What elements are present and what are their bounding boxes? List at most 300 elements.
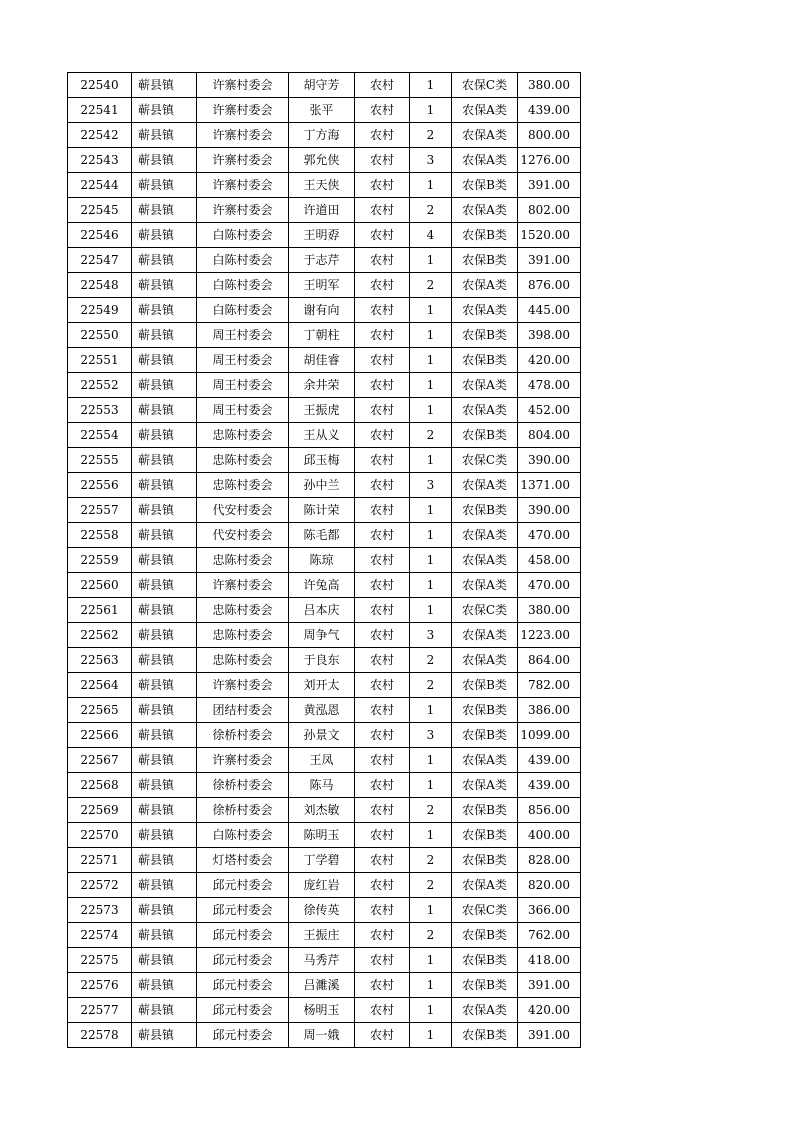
record-id-cell: 22569	[68, 798, 132, 823]
amount-cell: 420.00	[518, 348, 581, 373]
member-count-cell: 1	[410, 948, 452, 973]
town-cell: 蕲县镇	[132, 598, 197, 623]
insurance-class-cell: 农保B类	[452, 798, 518, 823]
household-type-cell: 农村	[355, 173, 410, 198]
table-row	[68, 823, 581, 848]
person-name-cell: 王从义	[289, 423, 355, 448]
person-name-cell: 胡守芳	[289, 73, 355, 98]
person-name-cell: 杨明玉	[289, 998, 355, 1023]
table-row	[68, 523, 581, 548]
village-committee-cell: 许寨村委会	[197, 73, 289, 98]
insurance-class-cell: 农保A类	[452, 573, 518, 598]
person-name-cell: 吕濉溪	[289, 973, 355, 998]
member-count-cell: 1	[410, 698, 452, 723]
village-committee-cell: 许寨村委会	[197, 98, 289, 123]
village-committee-cell: 徐桥村委会	[197, 723, 289, 748]
household-type-cell: 农村	[355, 648, 410, 673]
village-committee-cell: 邱元村委会	[197, 973, 289, 998]
person-name-cell: 陈琼	[289, 548, 355, 573]
town-cell: 蕲县镇	[132, 198, 197, 223]
village-committee-cell: 邱元村委会	[197, 998, 289, 1023]
town-cell: 蕲县镇	[132, 823, 197, 848]
person-name-cell: 丁方海	[289, 123, 355, 148]
town-cell: 蕲县镇	[132, 323, 197, 348]
village-committee-cell: 白陈村委会	[197, 823, 289, 848]
person-name-cell: 刘杰敏	[289, 798, 355, 823]
record-id-cell: 22552	[68, 373, 132, 398]
table-row	[68, 998, 581, 1023]
person-name-cell: 胡佳睿	[289, 348, 355, 373]
amount-cell: 802.00	[518, 198, 581, 223]
person-name-cell: 邱玉梅	[289, 448, 355, 473]
amount-cell: 820.00	[518, 873, 581, 898]
member-count-cell: 2	[410, 273, 452, 298]
household-type-cell: 农村	[355, 523, 410, 548]
member-count-cell: 1	[410, 898, 452, 923]
person-name-cell: 郭允侠	[289, 148, 355, 173]
person-name-cell: 王明军	[289, 273, 355, 298]
insurance-class-cell: 农保A类	[452, 748, 518, 773]
member-count-cell: 2	[410, 123, 452, 148]
table-row	[68, 273, 581, 298]
town-cell: 蕲县镇	[132, 448, 197, 473]
town-cell: 蕲县镇	[132, 473, 197, 498]
amount-cell: 1099.00	[518, 723, 581, 748]
household-type-cell: 农村	[355, 948, 410, 973]
village-committee-cell: 许寨村委会	[197, 573, 289, 598]
member-count-cell: 2	[410, 648, 452, 673]
insurance-class-cell: 农保B类	[452, 948, 518, 973]
household-type-cell: 农村	[355, 223, 410, 248]
town-cell: 蕲县镇	[132, 73, 197, 98]
village-committee-cell: 忠陈村委会	[197, 448, 289, 473]
insurance-class-cell: 农保C类	[452, 448, 518, 473]
record-id-cell: 22543	[68, 148, 132, 173]
table-row	[68, 198, 581, 223]
table-row	[68, 898, 581, 923]
member-count-cell: 1	[410, 523, 452, 548]
town-cell: 蕲县镇	[132, 423, 197, 448]
village-committee-cell: 许寨村委会	[197, 123, 289, 148]
amount-cell: 864.00	[518, 648, 581, 673]
record-id-cell: 22550	[68, 323, 132, 348]
village-committee-cell: 邱元村委会	[197, 898, 289, 923]
person-name-cell: 刘开太	[289, 673, 355, 698]
record-id-cell: 22558	[68, 523, 132, 548]
record-id-cell: 22545	[68, 198, 132, 223]
insurance-class-cell: 农保B类	[452, 973, 518, 998]
village-committee-cell: 邱元村委会	[197, 923, 289, 948]
member-count-cell: 1	[410, 73, 452, 98]
amount-cell: 470.00	[518, 573, 581, 598]
insurance-class-cell: 农保B类	[452, 923, 518, 948]
member-count-cell: 1	[410, 98, 452, 123]
person-name-cell: 孙景文	[289, 723, 355, 748]
table-row	[68, 73, 581, 98]
table-row	[68, 698, 581, 723]
village-committee-cell: 白陈村委会	[197, 248, 289, 273]
amount-cell: 390.00	[518, 448, 581, 473]
table-row	[68, 498, 581, 523]
record-id-cell: 22563	[68, 648, 132, 673]
table-row	[68, 573, 581, 598]
member-count-cell: 3	[410, 623, 452, 648]
person-name-cell: 王明孬	[289, 223, 355, 248]
person-name-cell: 周争气	[289, 623, 355, 648]
table-row	[68, 373, 581, 398]
village-committee-cell: 徐桥村委会	[197, 798, 289, 823]
person-name-cell: 王振虎	[289, 398, 355, 423]
insurance-class-cell: 农保B类	[452, 673, 518, 698]
town-cell: 蕲县镇	[132, 373, 197, 398]
household-type-cell: 农村	[355, 248, 410, 273]
amount-cell: 804.00	[518, 423, 581, 448]
amount-cell: 400.00	[518, 823, 581, 848]
record-id-cell: 22561	[68, 598, 132, 623]
town-cell: 蕲县镇	[132, 723, 197, 748]
household-type-cell: 农村	[355, 848, 410, 873]
person-name-cell: 于志芹	[289, 248, 355, 273]
table-row	[68, 123, 581, 148]
record-id-cell: 22551	[68, 348, 132, 373]
table-row	[68, 1023, 581, 1048]
amount-cell: 762.00	[518, 923, 581, 948]
insurance-class-cell: 农保A类	[452, 873, 518, 898]
record-id-cell: 22562	[68, 623, 132, 648]
member-count-cell: 1	[410, 998, 452, 1023]
village-committee-cell: 团结村委会	[197, 698, 289, 723]
household-type-cell: 农村	[355, 273, 410, 298]
table-body	[68, 73, 581, 1048]
village-committee-cell: 周王村委会	[197, 373, 289, 398]
town-cell: 蕲县镇	[132, 298, 197, 323]
amount-cell: 876.00	[518, 273, 581, 298]
household-type-cell: 农村	[355, 373, 410, 398]
village-committee-cell: 许寨村委会	[197, 673, 289, 698]
amount-cell: 452.00	[518, 398, 581, 423]
record-id-cell: 22568	[68, 773, 132, 798]
household-type-cell: 农村	[355, 298, 410, 323]
member-count-cell: 2	[410, 923, 452, 948]
record-id-cell: 22576	[68, 973, 132, 998]
table-row	[68, 723, 581, 748]
person-name-cell: 陈计荣	[289, 498, 355, 523]
record-id-cell: 22559	[68, 548, 132, 573]
town-cell: 蕲县镇	[132, 223, 197, 248]
record-id-cell: 22540	[68, 73, 132, 98]
insurance-class-cell: 农保C类	[452, 73, 518, 98]
amount-cell: 366.00	[518, 898, 581, 923]
person-name-cell: 张平	[289, 98, 355, 123]
member-count-cell: 1	[410, 298, 452, 323]
village-committee-cell: 邱元村委会	[197, 873, 289, 898]
table-row	[68, 748, 581, 773]
person-name-cell: 陈马	[289, 773, 355, 798]
insurance-class-cell: 农保B类	[452, 823, 518, 848]
insurance-class-cell: 农保A类	[452, 123, 518, 148]
town-cell: 蕲县镇	[132, 123, 197, 148]
record-id-cell: 22557	[68, 498, 132, 523]
insurance-class-cell: 农保A类	[452, 548, 518, 573]
town-cell: 蕲县镇	[132, 498, 197, 523]
table-row	[68, 348, 581, 373]
insurance-class-cell: 农保A类	[452, 98, 518, 123]
record-id-cell: 22565	[68, 698, 132, 723]
member-count-cell: 2	[410, 798, 452, 823]
table-row	[68, 98, 581, 123]
person-name-cell: 孙中兰	[289, 473, 355, 498]
amount-cell: 391.00	[518, 173, 581, 198]
town-cell: 蕲县镇	[132, 898, 197, 923]
member-count-cell: 3	[410, 723, 452, 748]
member-count-cell: 1	[410, 548, 452, 573]
household-type-cell: 农村	[355, 898, 410, 923]
insurance-class-cell: 农保A类	[452, 523, 518, 548]
member-count-cell: 1	[410, 373, 452, 398]
insurance-class-cell: 农保C类	[452, 898, 518, 923]
town-cell: 蕲县镇	[132, 173, 197, 198]
household-type-cell: 农村	[355, 123, 410, 148]
member-count-cell: 3	[410, 148, 452, 173]
table-row	[68, 948, 581, 973]
record-id-cell: 22572	[68, 873, 132, 898]
table-row	[68, 673, 581, 698]
amount-cell: 458.00	[518, 548, 581, 573]
member-count-cell: 1	[410, 323, 452, 348]
town-cell: 蕲县镇	[132, 698, 197, 723]
town-cell: 蕲县镇	[132, 973, 197, 998]
amount-cell: 391.00	[518, 973, 581, 998]
insurance-class-cell: 农保B类	[452, 248, 518, 273]
member-count-cell: 2	[410, 873, 452, 898]
village-committee-cell: 许寨村委会	[197, 198, 289, 223]
table-row	[68, 323, 581, 348]
table-row	[68, 848, 581, 873]
household-type-cell: 农村	[355, 623, 410, 648]
amount-cell: 828.00	[518, 848, 581, 873]
person-name-cell: 丁朝柱	[289, 323, 355, 348]
village-committee-cell: 周王村委会	[197, 348, 289, 373]
town-cell: 蕲县镇	[132, 648, 197, 673]
person-name-cell: 吕本庆	[289, 598, 355, 623]
table-row	[68, 648, 581, 673]
amount-cell: 398.00	[518, 323, 581, 348]
insurance-class-cell: 农保B类	[452, 223, 518, 248]
table-row	[68, 973, 581, 998]
table-row	[68, 773, 581, 798]
record-id-cell: 22546	[68, 223, 132, 248]
record-id-cell: 22578	[68, 1023, 132, 1048]
village-committee-cell: 许寨村委会	[197, 748, 289, 773]
amount-cell: 390.00	[518, 498, 581, 523]
household-type-cell: 农村	[355, 698, 410, 723]
village-committee-cell: 忠陈村委会	[197, 623, 289, 648]
amount-cell: 1223.00	[518, 623, 581, 648]
insurance-class-cell: 农保B类	[452, 723, 518, 748]
town-cell: 蕲县镇	[132, 273, 197, 298]
member-count-cell: 2	[410, 673, 452, 698]
household-type-cell: 农村	[355, 998, 410, 1023]
household-type-cell: 农村	[355, 823, 410, 848]
amount-cell: 439.00	[518, 748, 581, 773]
person-name-cell: 许道田	[289, 198, 355, 223]
record-id-cell: 22567	[68, 748, 132, 773]
table-row	[68, 873, 581, 898]
household-type-cell: 农村	[355, 873, 410, 898]
household-type-cell: 农村	[355, 498, 410, 523]
amount-cell: 856.00	[518, 798, 581, 823]
member-count-cell: 1	[410, 1023, 452, 1048]
record-id-cell: 22542	[68, 123, 132, 148]
record-id-cell: 22573	[68, 898, 132, 923]
village-committee-cell: 白陈村委会	[197, 273, 289, 298]
household-type-cell: 农村	[355, 573, 410, 598]
town-cell: 蕲县镇	[132, 148, 197, 173]
table-row	[68, 623, 581, 648]
amount-cell: 391.00	[518, 1023, 581, 1048]
village-committee-cell: 忠陈村委会	[197, 598, 289, 623]
insurance-class-cell: 农保A类	[452, 473, 518, 498]
person-name-cell: 王凤	[289, 748, 355, 773]
town-cell: 蕲县镇	[132, 798, 197, 823]
household-type-cell: 农村	[355, 398, 410, 423]
amount-cell: 420.00	[518, 998, 581, 1023]
insurance-class-cell: 农保A类	[452, 148, 518, 173]
village-committee-cell: 忠陈村委会	[197, 648, 289, 673]
member-count-cell: 1	[410, 173, 452, 198]
amount-cell: 380.00	[518, 598, 581, 623]
town-cell: 蕲县镇	[132, 773, 197, 798]
amount-cell: 445.00	[518, 298, 581, 323]
table-row	[68, 448, 581, 473]
member-count-cell: 1	[410, 448, 452, 473]
household-type-cell: 农村	[355, 348, 410, 373]
person-name-cell: 余井荣	[289, 373, 355, 398]
person-name-cell: 马秀芹	[289, 948, 355, 973]
table-row	[68, 548, 581, 573]
amount-cell: 439.00	[518, 98, 581, 123]
record-id-cell: 22560	[68, 573, 132, 598]
table-row	[68, 423, 581, 448]
village-committee-cell: 邱元村委会	[197, 948, 289, 973]
household-type-cell: 农村	[355, 723, 410, 748]
town-cell: 蕲县镇	[132, 948, 197, 973]
member-count-cell: 1	[410, 598, 452, 623]
village-committee-cell: 代安村委会	[197, 498, 289, 523]
member-count-cell: 1	[410, 973, 452, 998]
record-id-cell: 22549	[68, 298, 132, 323]
member-count-cell: 2	[410, 423, 452, 448]
household-type-cell: 农村	[355, 198, 410, 223]
insurance-class-cell: 农保A类	[452, 773, 518, 798]
household-type-cell: 农村	[355, 73, 410, 98]
record-id-cell: 22541	[68, 98, 132, 123]
village-committee-cell: 徐桥村委会	[197, 773, 289, 798]
insurance-class-cell: 农保B类	[452, 498, 518, 523]
village-committee-cell: 周王村委会	[197, 323, 289, 348]
record-id-cell: 22566	[68, 723, 132, 748]
household-type-cell: 农村	[355, 598, 410, 623]
member-count-cell: 4	[410, 223, 452, 248]
village-committee-cell: 周王村委会	[197, 398, 289, 423]
amount-cell: 386.00	[518, 698, 581, 723]
town-cell: 蕲县镇	[132, 873, 197, 898]
insurance-class-cell: 农保B类	[452, 348, 518, 373]
amount-cell: 470.00	[518, 523, 581, 548]
insurance-class-cell: 农保B类	[452, 698, 518, 723]
household-type-cell: 农村	[355, 423, 410, 448]
person-name-cell: 黄泓恩	[289, 698, 355, 723]
table-row	[68, 923, 581, 948]
member-count-cell: 1	[410, 748, 452, 773]
person-name-cell: 周一娥	[289, 1023, 355, 1048]
member-count-cell: 1	[410, 398, 452, 423]
person-name-cell: 陈毛都	[289, 523, 355, 548]
household-type-cell: 农村	[355, 748, 410, 773]
village-committee-cell: 灯塔村委会	[197, 848, 289, 873]
amount-cell: 800.00	[518, 123, 581, 148]
household-type-cell: 农村	[355, 673, 410, 698]
amount-cell: 1520.00	[518, 223, 581, 248]
record-id-cell: 22547	[68, 248, 132, 273]
household-type-cell: 农村	[355, 323, 410, 348]
insurance-class-cell: 农保B类	[452, 1023, 518, 1048]
insurance-class-cell: 农保A类	[452, 198, 518, 223]
village-committee-cell: 白陈村委会	[197, 223, 289, 248]
household-type-cell: 农村	[355, 473, 410, 498]
household-type-cell: 农村	[355, 1023, 410, 1048]
record-id-cell: 22571	[68, 848, 132, 873]
record-id-cell: 22564	[68, 673, 132, 698]
insurance-class-cell: 农保A类	[452, 273, 518, 298]
record-id-cell: 22574	[68, 923, 132, 948]
village-committee-cell: 忠陈村委会	[197, 548, 289, 573]
person-name-cell: 陈明玉	[289, 823, 355, 848]
town-cell: 蕲县镇	[132, 623, 197, 648]
town-cell: 蕲县镇	[132, 248, 197, 273]
village-committee-cell: 邱元村委会	[197, 1023, 289, 1048]
amount-cell: 439.00	[518, 773, 581, 798]
table-row	[68, 148, 581, 173]
village-committee-cell: 许寨村委会	[197, 173, 289, 198]
record-id-cell: 22570	[68, 823, 132, 848]
record-id-cell: 22544	[68, 173, 132, 198]
amount-cell: 380.00	[518, 73, 581, 98]
person-name-cell: 王天侠	[289, 173, 355, 198]
data-table	[67, 72, 581, 1048]
member-count-cell: 1	[410, 573, 452, 598]
household-type-cell: 农村	[355, 798, 410, 823]
amount-cell: 478.00	[518, 373, 581, 398]
town-cell: 蕲县镇	[132, 748, 197, 773]
member-count-cell: 1	[410, 348, 452, 373]
table-row	[68, 473, 581, 498]
person-name-cell: 王振庄	[289, 923, 355, 948]
person-name-cell: 许兔高	[289, 573, 355, 598]
member-count-cell: 1	[410, 498, 452, 523]
village-committee-cell: 忠陈村委会	[197, 473, 289, 498]
town-cell: 蕲县镇	[132, 348, 197, 373]
insurance-class-cell: 农保B类	[452, 323, 518, 348]
person-name-cell: 谢有向	[289, 298, 355, 323]
table-row	[68, 798, 581, 823]
member-count-cell: 1	[410, 773, 452, 798]
record-id-cell: 22556	[68, 473, 132, 498]
table-row	[68, 248, 581, 273]
table-row	[68, 223, 581, 248]
record-id-cell: 22554	[68, 423, 132, 448]
insurance-class-cell: 农保B类	[452, 173, 518, 198]
